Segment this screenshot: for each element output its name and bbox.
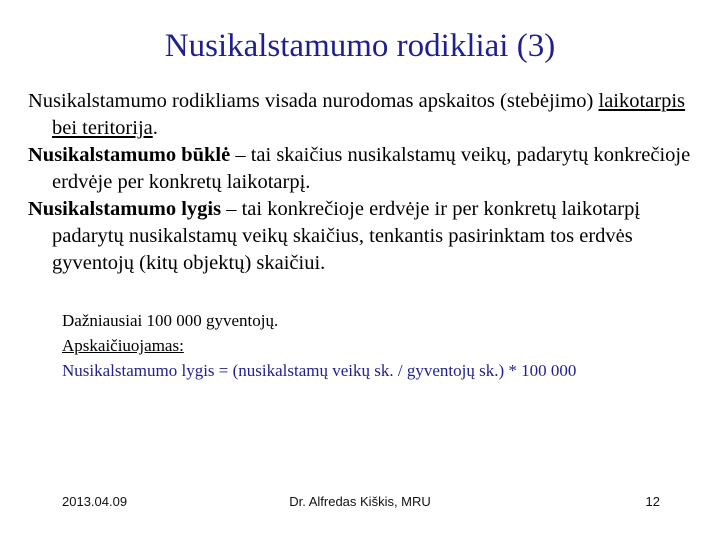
sub-point-calculated-label: Apskaičiuojamas:	[62, 336, 184, 355]
paragraph-reporting-period	[28, 88, 698, 142]
footer-author: Dr. Alfredas Kiškis, MRU	[289, 494, 431, 509]
footer-page-number: 12	[645, 494, 660, 509]
definition-crime-level: – tai konkrečioje erdvėje ir per konkretų laikotarpį padarytų nusikalstamų veikų skaičius, tenkantis pasirinktam tos erdvės gyventojų (kitų objektų) skaičiui.	[52, 198, 641, 274]
paragraph-1-text: Nusikalstamumo rodikliams visada nurodomas apskaitos (stebėjimo)	[28, 90, 599, 112]
sub-point-population: Dažniausiai 100 000 gyventojų.	[62, 311, 279, 330]
paragraph-1-end: .	[152, 117, 158, 139]
formula: Nusikalstamumo lygis = (nusikalstamų veikų sk. / gyventojų sk.) * 100 000	[62, 361, 577, 380]
slide-title-main: Nusikalstamumo rodikliai	[164, 28, 509, 64]
definition-crime-state: – tai skaičius nusikalstamų veikų, padarytų konkrečioje erdvėje per konkretų laikotarpį.	[52, 144, 691, 193]
term-crime-level: Nusikalstamumo lygis	[28, 198, 222, 220]
slide-title-number: (3)	[516, 28, 556, 64]
slide-body	[28, 88, 698, 277]
slide-title	[0, 28, 720, 66]
footer-date: 2013.04.09	[62, 494, 128, 509]
paragraph-crime-level	[28, 196, 698, 277]
paragraph-crime-state	[28, 142, 698, 196]
sub-points	[62, 308, 702, 383]
paragraph-1-underlined: laikotarpis bei teritorija	[52, 90, 686, 139]
term-crime-state: Nusikalstamumo būklė	[28, 144, 231, 166]
